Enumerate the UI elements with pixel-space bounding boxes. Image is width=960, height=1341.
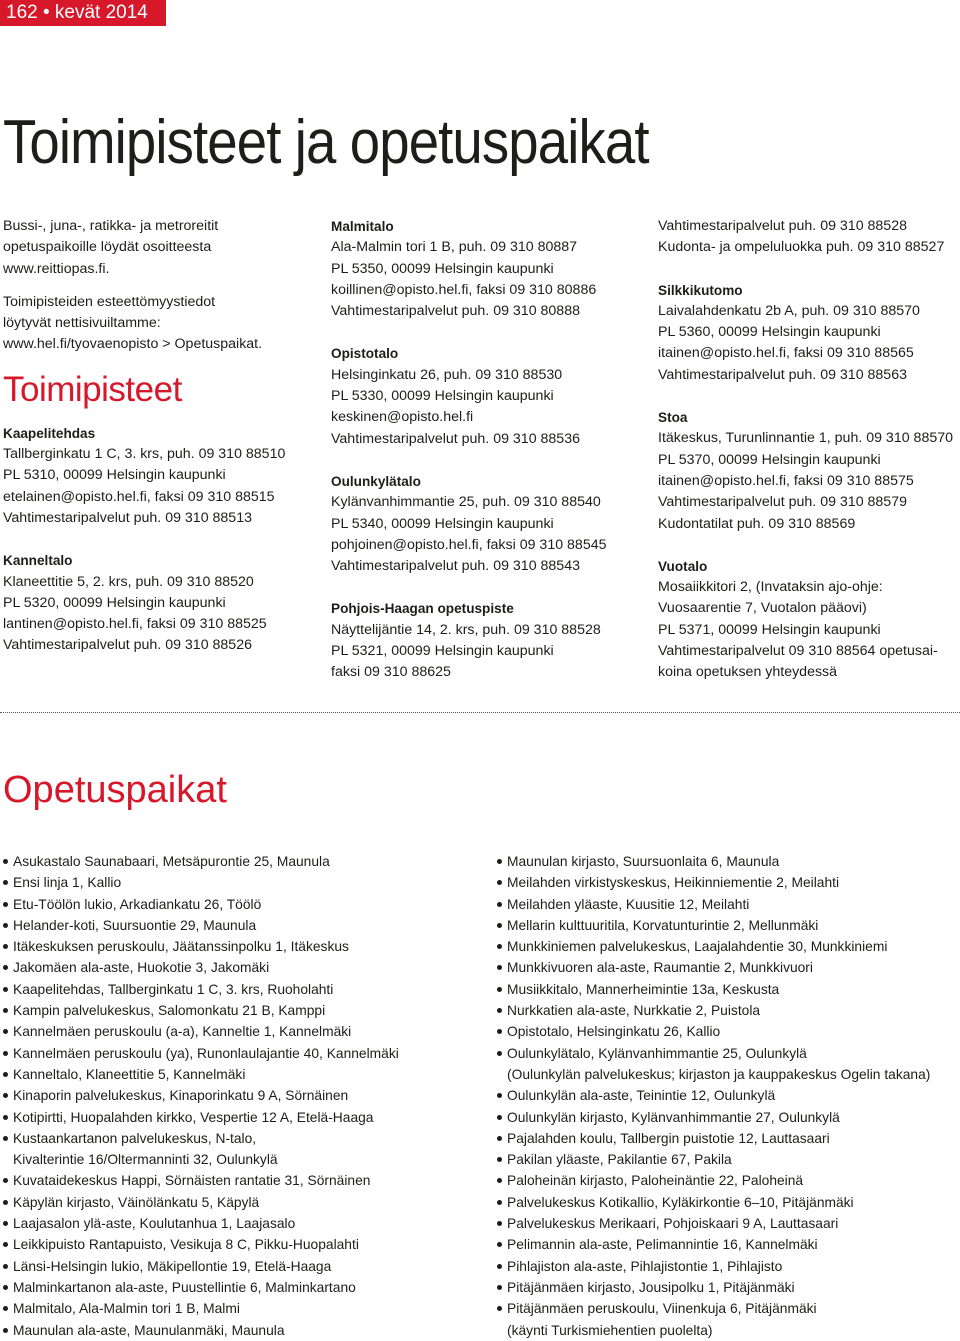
list-item: Pajalahden koulu, Tallbergin puistotie 12, Lauttasaari [497,1128,957,1149]
location-line: koillinen@opisto.hel.fi, faksi 09 310 80886 [331,281,597,298]
location-line: PL 5350, 00099 Helsingin kaupunki [331,260,554,277]
list-item: Pelimannin ala-aste, Pelimannintie 16, Kannelmäki [497,1234,957,1255]
page-header-label: 162 • kevät 2014 [0,0,166,26]
list-item: Kaapelitehdas, Tallberginkatu 1 C, 3. krs, Ruoholahti [3,979,473,1000]
list-item: Asukastalo Saunabaari, Metsäpurontie 25, Maunula [3,851,473,872]
list-item: Nurkkatien ala-aste, Nurkkatie 2, Puistola [497,1000,957,1021]
location-name: Stoa [658,410,688,426]
location-line: Itäkeskus, Turunlinnantie 1, puh. 09 310 88570 [658,430,953,447]
column-1 [3,216,303,657]
places-list-left [3,851,473,1341]
list-item: Kotipirtti, Huopalahden kirkko, Vespertie 12 A, Etelä-Haaga [3,1107,473,1128]
list-item: Munkkiniemen palvelukeskus, Laajalahdentie 30, Munkkiniemi [497,936,957,957]
location-line: Kudonta- ja ompeluluokka puh. 09 310 88527 [658,239,945,256]
location-line: PL 5320, 00099 Helsingin kaupunki [3,594,226,611]
location-line: Helsinginkatu 26, puh. 09 310 88530 [331,366,563,383]
location-name: Oulunkylätalo [331,473,421,489]
location-line: etelainen@opisto.hel.fi, faksi 09 310 88515 [3,488,275,505]
location-line: Vuosaarentie 7, Vuotalon pääovi) [658,600,867,617]
list-item: Mellarin kulttuuritila, Korvatunturintie 2, Mellunmäki [497,915,957,936]
list-item: Pitäjänmäen peruskoulu, Viinenkuja 6, Pitäjänmäki [497,1298,957,1319]
list-item: Kampin palvelukeskus, Salomonkatu 21 B, Kamppi [3,1000,473,1021]
location-line: Vahtimestaripalvelut puh. 09 310 88579 [658,494,907,511]
location-line: Klaneettitie 5, 2. krs, puh. 09 310 88520 [3,573,254,590]
location-line: Vahtimestaripalvelut puh. 09 310 88536 [331,430,580,447]
location-line: Vahtimestaripalvelut puh. 09 310 88513 [3,509,252,526]
location-line: itainen@opisto.hel.fi, faksi 09 310 88575 [658,472,914,489]
location-name: Kaapelitehdas [3,425,96,441]
list-item: Itäkeskuksen peruskoulu, Jäätanssinpolku 1, Itäkeskus [3,936,473,957]
location-line: Vahtimestaripalvelut puh. 09 310 80888 [331,303,580,320]
location-line: PL 5370, 00099 Helsingin kaupunki [658,451,881,468]
list-item: Musiikkitalo, Mannerheimintie 13a, Keskusta [497,979,957,1000]
location-block [658,216,958,259]
location-block [3,423,303,529]
column-3 [658,216,958,684]
list-item: Maunulan ala-aste, Maunulanmäki, Maunula [3,1320,473,1341]
dotted-divider [0,712,960,713]
list-item: Kustaankartanon palvelukeskus, N-talo, [3,1128,473,1149]
list-item: Maunulan kirjasto, Suursuonlaita 6, Maunula [497,851,957,872]
list-item: Malminkartanon ala-aste, Puustellintie 6, Malminkartano [3,1277,473,1298]
list-item: Palvelukeskus Kotikallio, Kyläkirkontie 6–10, Pitäjänmäki [497,1192,957,1213]
location-name: Vuotalo [658,558,708,574]
location-line: Mosaiikkitori 2, (Invataksin ajo-ohje: [658,579,883,596]
list-item: Kinaporin palvelukeskus, Kinaporinkatu 9 A, Sörnäinen [3,1085,473,1106]
location-block [658,407,958,535]
location-block [658,556,958,684]
location-line: keskinen@opisto.hel.fi [331,409,474,426]
list-item: Oulunkylän kirjasto, Kylänvanhimmantie 27, Oulunkylä [497,1107,957,1128]
location-name: Opistotalo [331,346,399,362]
location-line: PL 5340, 00099 Helsingin kaupunki [331,515,554,532]
location-line: PL 5360, 00099 Helsingin kaupunki [658,324,881,341]
list-item: Oulunkylätalo, Kylänvanhimmantie 25, Oulunkylä [497,1043,957,1064]
location-line: Näyttelijäntie 14, 2. krs, puh. 09 310 88528 [331,621,601,638]
page-title: Toimipisteet ja opetuspaikat [3,108,649,177]
location-line: Vahtimestaripalvelut puh. 09 310 88528 [658,218,907,234]
location-block [331,471,636,577]
list-item: Pihlajiston ala-aste, Pihlajistontie 1, Pihlajisto [497,1256,957,1277]
location-line: Vahtimestaripalvelut puh. 09 310 88543 [331,558,580,575]
location-line: faksi 09 310 88625 [331,664,451,681]
list-item: Opistotalo, Helsinginkatu 26, Kallio [497,1021,957,1042]
list-item: Leikkipuisto Rantapuisto, Vesikuja 8 C, Pikku-Huopalahti [3,1234,473,1255]
list-item: Paloheinän kirjasto, Paloheinäntie 22, Paloheinä [497,1170,957,1191]
location-line: Vahtimestaripalvelut puh. 09 310 88563 [658,366,907,383]
location-line: PL 5371, 00099 Helsingin kaupunki [658,621,881,638]
location-line: Tallberginkatu 1 C, 3. krs, puh. 09 310 88510 [3,446,286,463]
list-item: Laajasalon ylä-aste, Koulutanhua 1, Laajasalo [3,1213,473,1234]
intro-text: Bussi-, juna-, ratikka- ja metroreitit [3,218,219,234]
location-line: Vahtimestaripalvelut puh. 09 310 88526 [3,637,252,654]
list-item: Oulunkylän ala-aste, Teinintie 12, Oulunkylä [497,1085,957,1106]
list-item: Helander-koti, Suursuontie 29, Maunula [3,915,473,936]
location-name: Silkkikutomo [658,282,743,298]
list-item: Palvelukeskus Merikaari, Pohjoiskaari 9 A, Lauttasaari [497,1213,957,1234]
list-item: Etu-Töölön lukio, Arkadiankatu 26, Töölö [3,894,473,915]
section-title-opetuspaikat: Opetuspaikat [3,769,227,811]
location-name: Malmitalo [331,219,394,234]
location-line: PL 5321, 00099 Helsingin kaupunki [331,643,554,660]
list-item: Kannelmäen peruskoulu (ya), Runonlaulajantie 40, Kannelmäki [3,1043,473,1064]
location-line: Ala-Malmin tori 1 B, puh. 09 310 80887 [331,239,578,256]
column-2 [331,216,636,684]
list-item: Pakilan yläaste, Pakilantie 67, Pakila [497,1149,957,1170]
location-block [658,280,958,386]
location-block [331,598,636,683]
section-title-toimipisteet: Toimipisteet [3,369,182,409]
location-line: PL 5310, 00099 Helsingin kaupunki [3,467,226,484]
location-name: Kanneltalo [3,553,73,569]
intro-text: löytyvät nettisivuiltamme: [3,315,161,332]
location-line: pohjoinen@opisto.hel.fi, faksi 09 310 88545 [331,536,607,553]
list-item: Käpylän kirjasto, Väinölänkatu 5, Käpylä [3,1192,473,1213]
list-item-continuation: (Oulunkylän palvelukeskus; kirjaston ja kauppakeskus Ogelin takana) [507,1066,931,1082]
location-line: lantinen@opisto.hel.fi, faksi 09 310 88525 [3,616,267,633]
list-item-continuation: Kivalterintie 16/Oltermanninti 32, Oulunkylä [13,1152,278,1168]
list-item: Länsi-Helsingin lukio, Mäkipellontie 19, Etelä-Haaga [3,1256,473,1277]
intro-link[interactable]: www.reittiopas.fi. [3,260,110,277]
list-item: Malmitalo, Ala-Malmin tori 1 B, Malmi [3,1298,473,1319]
intro-text: opetuspaikoille löydät osoitteesta [3,239,212,256]
location-line: koina opetuksen yhteydessä [658,664,838,681]
list-item: Pitäjänmäen kirjasto, Jousipolku 1, Pitäjänmäki [497,1277,957,1298]
list-item-continuation: (käynti Turkismiehentien puolelta) [507,1322,713,1338]
intro-text: Toimipisteiden esteettömyystiedot [3,293,216,310]
location-block [3,550,303,656]
location-name: Pohjois-Haagan opetuspiste [331,601,514,617]
list-item: Ensi linja 1, Kallio [3,872,473,893]
list-item: Meilahden yläaste, Kuusitie 12, Meilahti [497,894,957,915]
location-line: PL 5330, 00099 Helsingin kaupunki [331,388,554,405]
list-item: Kannelmäen peruskoulu (a-a), Kanneltie 1, Kannelmäki [3,1021,473,1042]
location-line: Vahtimestaripalvelut 09 310 88564 opetusai- [658,643,938,660]
places-list-right [497,851,957,1341]
location-block [331,216,636,322]
list-item: Kanneltalo, Klaneettitie 5, Kannelmäki [3,1064,473,1085]
location-line: itainen@opisto.hel.fi, faksi 09 310 88565 [658,345,914,362]
list-item: Jakomäen ala-aste, Huokotie 3, Jakomäki [3,957,473,978]
location-line: Kylänvanhimmantie 25, puh. 09 310 88540 [331,494,601,511]
list-item: Kuvataidekeskus Happi, Sörnäisten rantatie 31, Sörnäinen [3,1170,473,1191]
list-item: Munkkivuoren ala-aste, Raumantie 2, Munkkivuori [497,957,957,978]
intro-link[interactable]: www.hel.fi/tyovaenopisto > Opetuspaikat. [3,336,263,353]
location-block [331,343,636,449]
location-line: Laivalahdenkatu 2b A, puh. 09 310 88570 [658,302,920,319]
location-line: Kudontatilat puh. 09 310 88569 [658,515,856,532]
list-item: Meilahden virkistyskeskus, Heikinniementie 2, Meilahti [497,872,957,893]
